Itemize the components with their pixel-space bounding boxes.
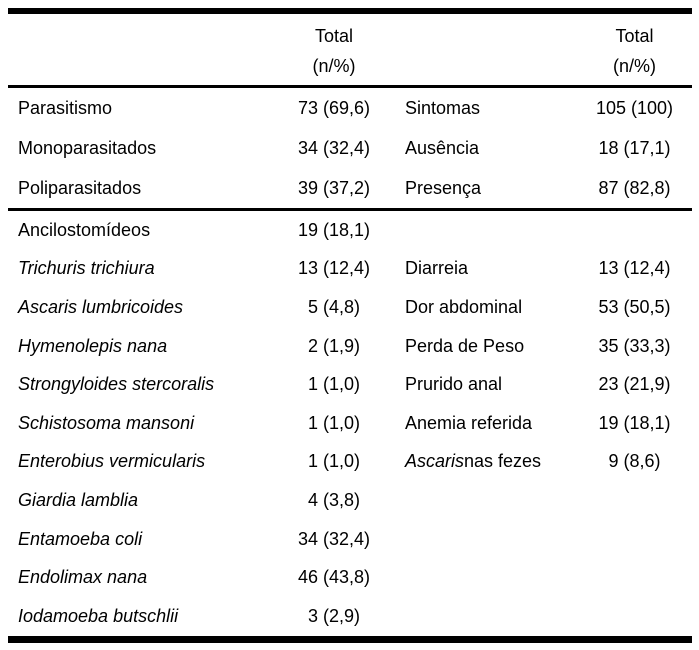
header-unit-label: (n/%)	[312, 56, 356, 76]
row-value: 1 (1,0)	[307, 412, 361, 433]
row-value-2: 19 (18,1)	[598, 412, 671, 433]
row-label: Poliparasitados	[18, 177, 142, 198]
row-value: 34 (32,4)	[297, 137, 371, 158]
row-label-2	[399, 481, 577, 520]
summary-row	[8, 88, 692, 128]
row-value: 2 (1,9)	[307, 335, 361, 356]
row-label-2	[399, 443, 577, 482]
header-total-label: Total	[615, 26, 654, 46]
paper-table	[8, 8, 692, 643]
row-label: Trichuris trichiura	[18, 258, 155, 279]
detail-row	[8, 404, 692, 443]
row-label: Strongyloides stercoralis	[18, 374, 215, 395]
header-empty-cell-2	[399, 14, 577, 85]
row-label: Ancilostomídeos	[18, 219, 151, 240]
row-label: Enterobius vermicularis	[18, 451, 206, 472]
header-empty-cell	[8, 14, 269, 85]
row-value-2: 23 (21,9)	[598, 374, 671, 395]
detail-row	[8, 558, 692, 597]
header-unit-label: (n/%)	[612, 56, 656, 76]
detail-row	[8, 443, 692, 482]
row-value: 1 (1,0)	[307, 374, 361, 395]
row-value-2	[577, 520, 692, 559]
header-total-symptoms	[577, 14, 692, 85]
summary-row	[8, 128, 692, 168]
row-value: 4 (3,8)	[307, 489, 361, 510]
row-label-2	[399, 597, 577, 636]
row-value: 5 (4,8)	[307, 296, 361, 317]
row-value-2: 87 (82,8)	[598, 177, 671, 198]
detail-row	[8, 365, 692, 404]
row-value-2: 9 (8,6)	[608, 451, 661, 472]
detail-row	[8, 327, 692, 366]
row-value-2: 53 (50,5)	[598, 296, 671, 317]
row-value: 19 (18,1)	[297, 219, 371, 240]
row-label-2: Presença	[405, 177, 482, 198]
row-label: Monoparasitados	[18, 137, 157, 158]
row-value-2: 13 (12,4)	[598, 258, 671, 279]
row-label-2: Dor abdominal	[405, 296, 523, 317]
row-value: 39 (37,2)	[297, 177, 371, 198]
header-total-label: Total	[314, 26, 354, 46]
detail-row	[8, 288, 692, 327]
row-value: 73 (69,6)	[297, 97, 371, 118]
row-value: 34 (32,4)	[297, 528, 371, 549]
row-label-2: Diarreia	[405, 258, 469, 279]
row-value: 13 (12,4)	[297, 258, 371, 279]
detail-row	[8, 250, 692, 289]
row-value-2	[577, 558, 692, 597]
row-label-2	[399, 520, 577, 559]
row-label: Giardia lamblia	[18, 489, 139, 510]
row-label: Endolimax nana	[18, 567, 148, 588]
detail-row	[8, 597, 692, 636]
row-value-2	[577, 481, 692, 520]
row-label-2: Anemia referida	[405, 412, 533, 433]
detail-row	[8, 520, 692, 559]
table-header-row	[8, 14, 692, 88]
row-value-2	[577, 597, 692, 636]
row-label: Iodamoeba butschlii	[18, 605, 179, 626]
row-value-2: 18 (17,1)	[598, 137, 671, 158]
summary-section	[8, 88, 692, 211]
row-label-2: Ausência	[405, 137, 480, 158]
row-label-2: Perda de Peso	[405, 335, 525, 356]
row-value: 1 (1,0)	[307, 451, 361, 472]
row-value-2: 105 (100)	[595, 97, 674, 118]
row-value: 3 (2,9)	[307, 605, 361, 626]
row-value-2	[577, 211, 692, 250]
row-label-2: Sintomas	[405, 97, 481, 118]
row-label-2-rest: nas fezes	[464, 451, 542, 472]
row-label: Hymenolepis nana	[18, 335, 168, 356]
detail-row	[8, 211, 692, 250]
summary-row	[8, 168, 692, 208]
row-label: Entamoeba coli	[18, 528, 143, 549]
row-label: Parasitismo	[18, 97, 113, 118]
row-label-2	[399, 558, 577, 597]
row-label-2	[399, 211, 577, 250]
row-value-2: 35 (33,3)	[598, 335, 671, 356]
row-label: Ascaris lumbricoides	[18, 296, 184, 317]
row-label-2-italic-part: Ascaris	[405, 451, 465, 472]
detail-row	[8, 481, 692, 520]
row-value: 46 (43,8)	[297, 567, 371, 588]
row-label-2: Prurido anal	[405, 374, 503, 395]
header-total-parasites	[269, 14, 399, 85]
detail-section	[8, 211, 692, 636]
row-label: Schistosoma mansoni	[18, 412, 195, 433]
